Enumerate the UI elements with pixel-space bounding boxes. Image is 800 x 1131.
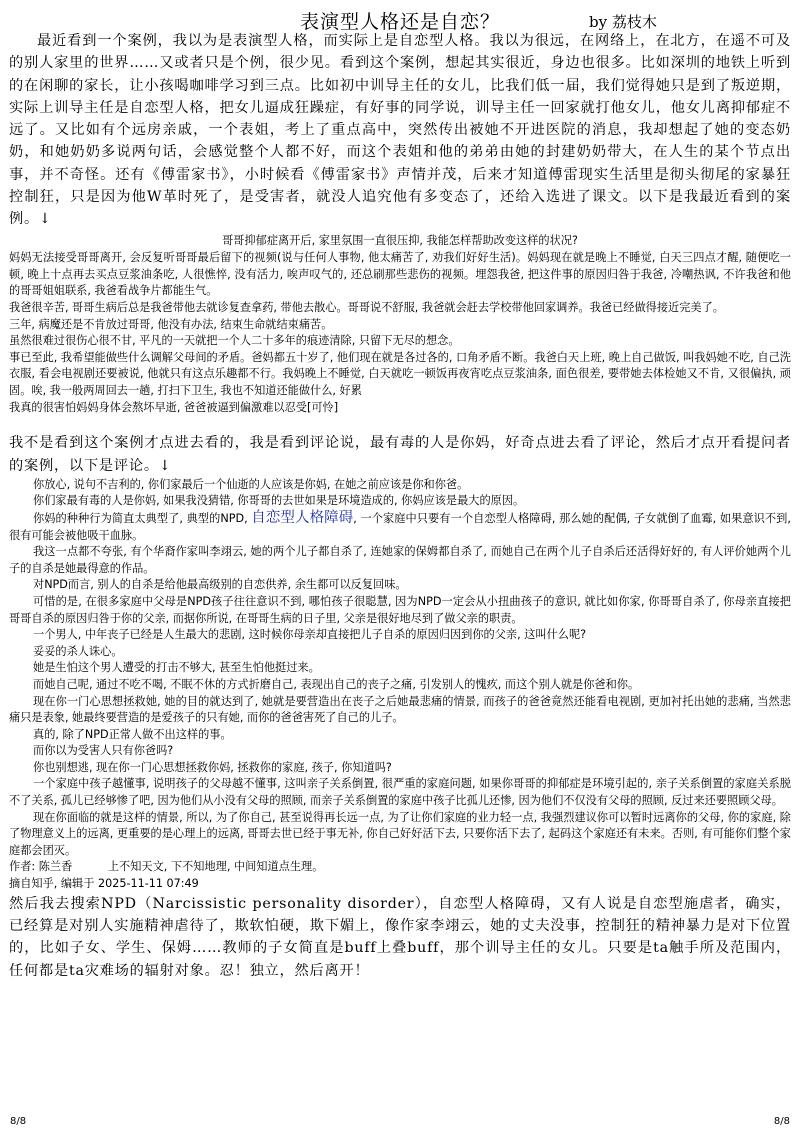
comment-paragraph: 而她自己呢, 通过不吃不喝, 不眠不休的方式折磨自己, 表现出自己的丧子之痛, 引发别人的愧疚, 而这个别人就是你爸和你。: [33, 677, 640, 691]
case-paragraph: 我真的很害怕妈妈身体会熬坏早逝, 爸爸被逼到偏激难以忍受[可怜]: [9, 400, 339, 414]
title-row: [9, 6, 791, 33]
comment-paragraph: 妥妥的杀人诛心。: [33, 644, 123, 658]
case-question: 哥哥抑郁症离开后, 家里氛围一直很压抑, 我能怎样帮助改变这样的状况?: [222, 233, 578, 247]
comment-paragraph: 一个家庭中孩子越懂事, 说明孩子的父母越不懂事, 这叫亲子关系倒置, 很严重的家庭问题, 如果你哥哥的抑郁症是环境引起的, 亲子关系倒置的家庭关系脱不了关系, 孤儿已经够惨了吧, 因为他们从小没有父母的照顾, 而亲子关系倒置的家庭中孩子比孤儿还惨, 因为他们不仅没有父母的照顾, 反过来还要照顾父母。: [9, 777, 791, 808]
comment-paragraph: [9, 510, 791, 544]
page-footer: [10, 1116, 790, 1127]
transition-paragraph: 我不是看到这个案例才点进去看的，我是看到评论说，最有毒的人是你妈，好奇点进去看了评论，然后才点开看提问者的案例，以下是评论。↓: [9, 435, 791, 474]
conclusion-paragraph: 然后我去搜索NPD（Narcissistic personality disorder），自恋型人格障碍，又有人说是自恋型施虐者，确实，已经算是对别人实施精神虐待了，欺软怕硬，欺下媚上，像作家李翊云，她的丈夫没事，控制狂的精神暴力是对下位置的，比如子女、学生、保姆……教师的子女简直是buff上叠buff，那个训导主任的女儿。只要是ta触手所及范围内，任何都是ta灾难场的辐射对象。忍！独立，然后离开！: [9, 895, 791, 979]
case-block: [9, 233, 791, 417]
comment-paragraph: 可惜的是, 在很多家庭中父母是NPD孩子往往意识不到, 哪怕孩子很聪慧, 因为NPD一定会从小扭曲孩子的意识, 就比如你家, 你哥哥自杀了, 你母亲直接把哥哥自杀的原因归咎于你的父亲, 而据你所说, 在哥哥生病的日子里, 父亲是很好地尽到了做父亲的职责。: [9, 594, 791, 625]
comment-paragraph: 我这一点都不夸张, 有个华裔作家叫李翊云, 她的两个儿子都自杀了, 连她家的保姆都自杀了, 而她自己在两个儿子自杀后还活得好好的, 有人评价她两个儿子的自杀是她最得意的作品。: [9, 545, 791, 575]
case-paragraph: 我爸很辛苦, 哥哥生病后总是我爸带他去就诊复查拿药, 带他去散心。哥哥说不舒服, 我爸就会赶去学校带他回家调养。我爸已经做得接近完美了。: [9, 301, 724, 315]
author-byline: by 荔枝木: [589, 13, 657, 31]
comment-paragraph: 真的, 除了NPD正常人做不出这样的事。: [33, 727, 232, 741]
page-number-right: 8/8: [773, 1116, 790, 1127]
comment-paragraph: 对NPD而言, 别人的自杀是给他最高级别的自恋供养, 余生都可以反复回味。: [33, 578, 407, 592]
case-paragraph: 事已至此, 我希望能做些什么调解父母间的矛盾。爸妈都五十岁了, 他们现在就是各过各的, 口角矛盾不断。我爸白天上班, 晚上自己做饭, 叫我妈她不吃, 自己洗衣服, 看会电视剧还要被说, 他就只有这点乐趣都不行。我妈晚上不睡觉, 白天就吃一顿饭再夜宵吃点豆浆油条, 面色很差, 要带她去体检她又不肯, 又很偏执, 顽固。唉, 我一般两周回去一趟, 打扫下卫生, 我也不知道还能做什么, 好累: [9, 350, 791, 398]
comment-paragraph: 你也别想逃, 现在你一门心思想拯救你妈, 拯救你的家庭, 孩子, 你知道吗?: [33, 760, 392, 774]
comment-paragraph: 她是生怕这个男人遭受的打击不够大, 甚至生怕他挺过来。: [33, 661, 320, 675]
case-paragraph: 虽然很难过很伤心很不甘, 平凡的一天就把一个人二十多年的痕迹清除, 只留下无尽的想念。: [9, 334, 460, 348]
page-number-left: 8/8: [10, 1116, 27, 1127]
comment-signature: 作者: 陈兰香 上不知天文, 下不知地理, 中间知道点生理。: [9, 860, 324, 874]
case-paragraph: 三年, 病魔还是不肯放过哥哥, 他没有办法, 结束生命就结束痛苦。: [9, 317, 333, 331]
comment-paragraph: 现在你一门心思想拯救她, 她的目的就达到了, 她就是要营造出在丧子之后她最悲痛的情景, 而孩子的爸爸竟然还能看电视剧, 更加衬托出她的悲痛, 当然悲痛只是表象, 她最终要营造的是爱孩子的只有她, 而你的爸爸害死了自己的儿子。: [9, 694, 791, 725]
comment-text: 你妈的种种行为简直太典型了, 典型的NPD,: [33, 511, 252, 525]
npd-link[interactable]: 自恋型人格障碍: [251, 509, 354, 526]
comment-paragraph: 你们家最有毒的人是你妈, 如果我没猜错, 你哥哥的去世如果是环境造成的, 你妈应该是最大的原因。: [33, 494, 525, 508]
comment-paragraph: 而你以为受害人只有你爸吗?: [33, 744, 174, 758]
comment-text: , 一个家庭中只要有一个自恋型人格障碍, 那么她的配偶, 子女就倒了血霉, 如果意识不到, 很有可能会被他吸干血脉。: [9, 511, 791, 542]
page-title: 表演型人格还是自恋？: [299, 11, 500, 33]
case-paragraph: 妈妈无法接受哥哥离开, 会反复听哥哥最后留下的视频(说与任何人事物, 他太痛苦了, 劝我们好好生活)。妈妈现在就是晚上不睡觉, 白天三四点才醒, 随便吃一顿, 晚上十点再去买点豆浆油条吃, 人很憔悴, 没有活力, 唉声叹气的, 还总刷那些悲伤的视频。埋怨我爸, 把这件事的原因归咎于我爸, 冷嘲热讽, 不许我爸和他的哥哥姐姐联系, 我爸看战争片都能生气。: [9, 251, 791, 298]
comment-paragraph: 一个男人, 中年丧子已经是人生最大的悲剧, 这时候你母亲却直接把儿子自杀的原因归因到你的父亲, 这叫什么呢?: [33, 628, 587, 642]
comment-paragraph: 现在你面临的就是这样的情景, 所以, 为了你自己, 甚至说得再长远一点, 为了让你们家庭的业力轻一点, 我强烈建议你可以暂时远离你的父母, 你的家庭, 除了物理意义上的远离, 更重要的是心理上的远离, 哥哥去世已经于事无补, 你自己好好活下去, 只要你活下去了, 起码这个家庭还有未来。否则, 有可能你们整个家庭都会团灭。: [9, 810, 791, 857]
comment-paragraph: 你放心, 说句不吉利的, 你们家最后一个仙逝的人应该是你妈, 在她之前应该是你和你爸。: [33, 477, 469, 491]
comment-block: [9, 477, 791, 893]
comment-source: 摘自知乎, 编辑于 2025-11-11 07:49: [9, 877, 199, 891]
intro-paragraph: 最近看到一个案例，我以为是表演型人格，而实际上是自恋型人格。我以为很远，在网络上，在北方，在遥不可及的别人家里的世界……又或者只是个例，很少见。看到这个案例，想起其实很近，身边也很多。比如深圳的地铁上听到的在闲聊的家长，让小孩喝咖啡学习到三点。比如初中训导主任的女儿，比我们低一届，我们觉得她只是到了叛逆期，实际上训导主任是自恋型人格，把女儿逼成狂躁症，有好事的同学说，训导主任一回家就打他女儿，他女儿离抑郁症不远了。又比如有个远房亲戚，一个表姐，考上了重点高中，突然传出被她不开进医院的消息，我却想起了她的变态奶奶，和她奶奶多说两句话，会感觉整个人都不好，而这个表姐和他的弟弟由她的封建奶奶带大，在人生的某个节点出事，并不奇怪。还有《傅雷家书》，小时候看《傅雷家书》声情并茂，后来才知道傅雷现实生活里是彻头彻尾的家暴狂控制狂，只是因为他W革时死了，是受害者，就没人追究他有多变态了，还给入选进了课文。以下是我最近看到的案例。↓: [9, 33, 791, 228]
